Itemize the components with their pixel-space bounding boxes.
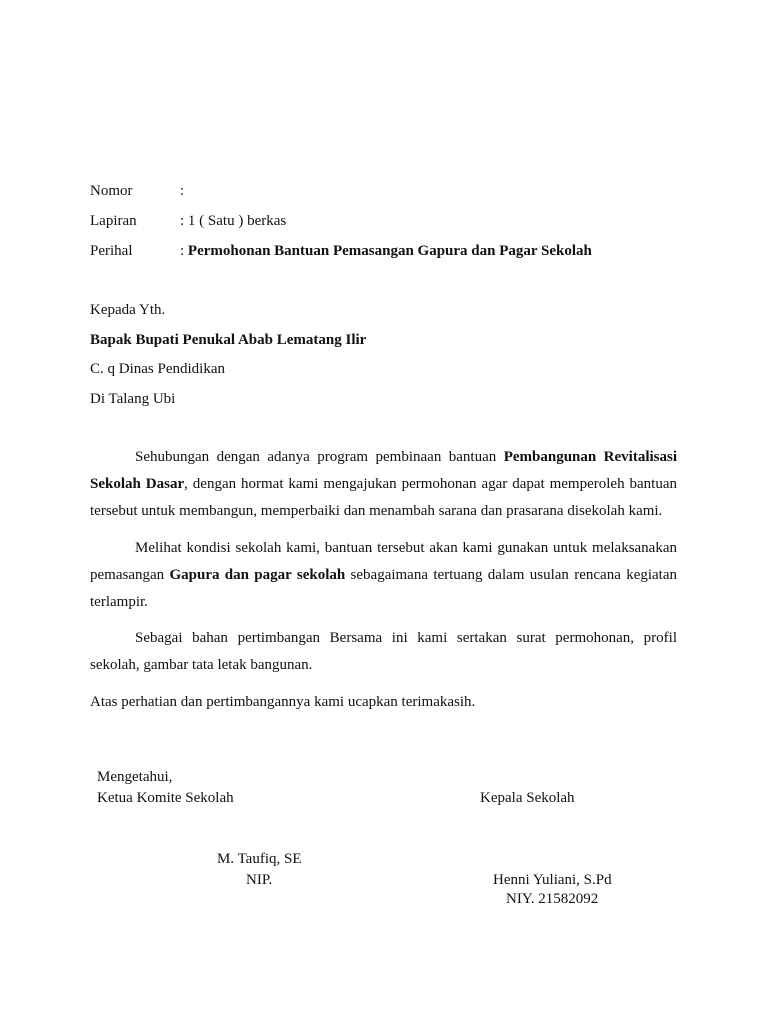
signature-right-id: NIY. 21582092	[506, 891, 599, 907]
body-paragraph-4: Atas perhatian dan pertimbangannya kami ucapkan terimakasih.	[90, 694, 476, 710]
body-paragraph-2	[90, 535, 677, 616]
signature-right-title: Kepala Sekolah	[480, 790, 575, 806]
p1-bold: Pembangunan Revitalisasi Sekolah Dasar	[90, 449, 677, 492]
perihal-colon: :	[180, 243, 188, 259]
recipient-name: Bapak Bupati Penukal Abab Lematang Ilir	[90, 332, 367, 348]
p2-end: sebagaimana tertuang dalam usulan rencana kegiatan terlampir.	[90, 567, 678, 610]
perihal-value	[180, 242, 592, 260]
recipient-location: Di Talang Ubi	[90, 391, 176, 407]
perihal-subject: Permohonan Bantuan Pemasangan Gapura dan Pagar Sekolah	[187, 243, 592, 259]
recipient-greeting: Kepada Yth.	[90, 302, 166, 318]
p1-start: Sehubungan dengan adanya program pembinaan bantuan	[135, 449, 504, 465]
perihal-label: Perihal	[90, 243, 133, 259]
body-paragraph-3: Sebagai bahan pertimbangan Bersama ini kami sertakan surat permohonan, profil sekolah, gambar tata letak bangunan.	[90, 630, 677, 673]
signature-left-title: Ketua Komite Sekolah	[97, 790, 234, 806]
signature-right-name: Henni Yuliani, S.Pd	[493, 872, 612, 888]
lampiran-value: : 1 ( Satu ) berkas	[180, 213, 287, 229]
lampiran-label: Lapiran	[90, 213, 137, 229]
signature-left-heading: Mengetahui,	[97, 769, 173, 785]
p2-start: Melihat kondisi sekolah kami, bantuan tersebut akan kami gunakan untuk melaksanakan pemasangan	[90, 540, 677, 583]
p1-end: , dengan hormat kami mengajukan permohonan agar dapat memperoleh bantuan tersebut untuk membangun, memperbaiki dan menambah sarana dan prasarana disekolah kami.	[90, 476, 677, 519]
signature-left-id: NIP.	[246, 872, 273, 888]
nomor-label: Nomor	[90, 183, 133, 199]
p2-bold: Gapura dan pagar sekolah	[169, 567, 346, 583]
body-paragraph-1	[90, 444, 677, 525]
signature-left-name: M. Taufiq, SE	[217, 851, 302, 867]
nomor-value: :	[180, 183, 185, 199]
recipient-office: C. q Dinas Pendidikan	[90, 361, 225, 377]
